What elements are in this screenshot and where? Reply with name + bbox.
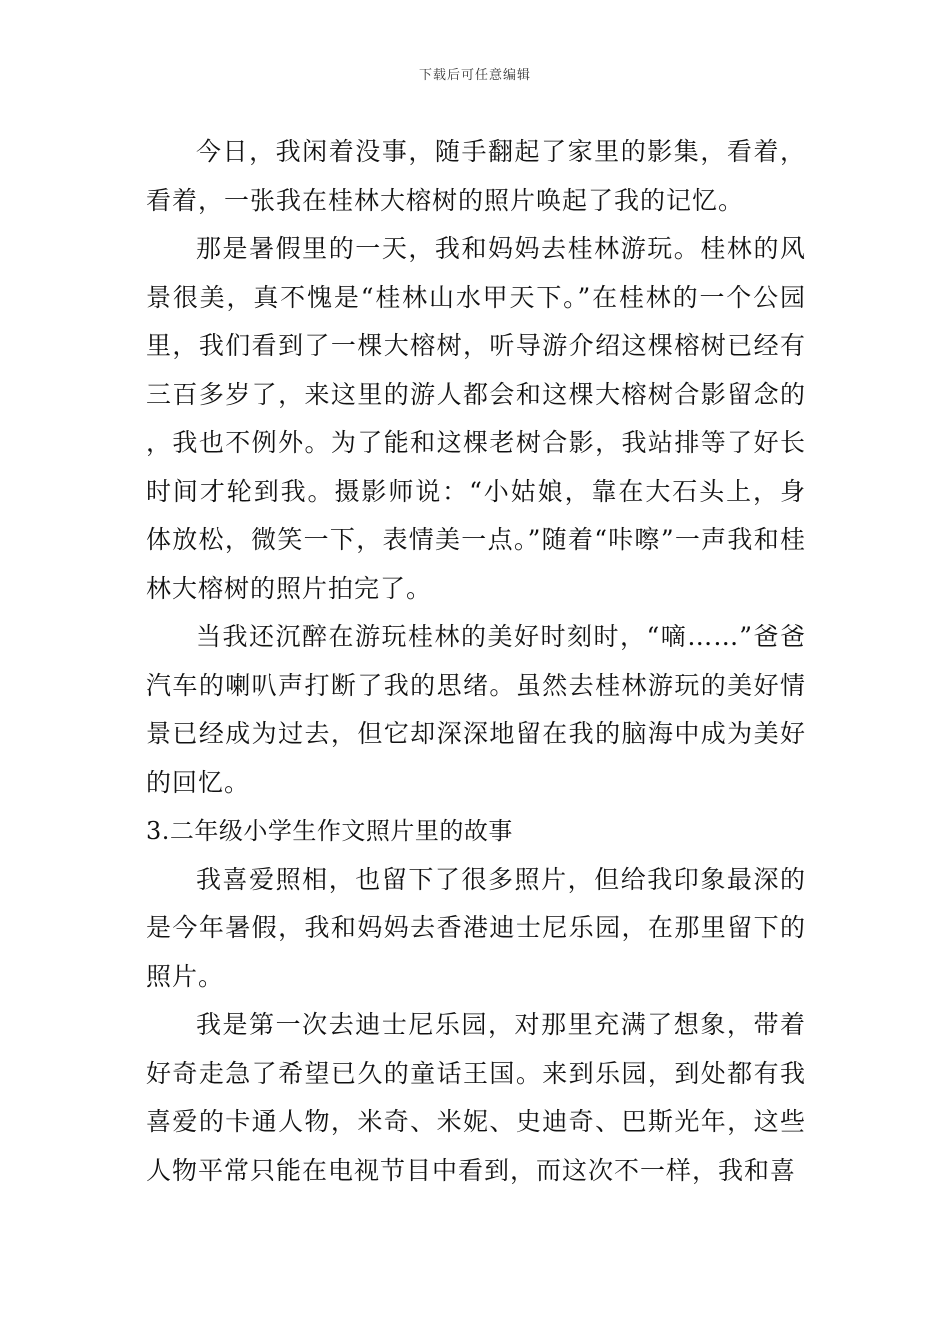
paragraph-4: 我喜爱照相，也留下了很多照片，但给我印象最深的是今年暑假，我和妈妈去香港迪士尼乐园，在那里留下的照片。 (146, 864, 806, 991)
section-heading: 3.二年级小学生作文照片里的故事 (146, 817, 513, 845)
paragraph-5: 我是第一次去迪士尼乐园，对那里充满了想象，带着好奇走急了希望已久的童话王国。来到乐园，到处都有我喜爱的卡通人物，米奇、米妮、史迪奇、巴斯光年，这些人物平常只能在电视节目中看到，而这次不一样，我和喜 (146, 1010, 806, 1185)
page-header: 下载后可任意编辑 (418, 68, 531, 83)
paragraph-2: 那是暑假里的一天，我和妈妈去桂林游玩。桂林的风景很美，真不愧是“桂林山水甲天下。”在桂林的一个公园里，我们看到了一棵大榕树，听导游介绍这棵榕树已经有三百多岁了，来这里的游人都会和这棵大榕树合影留念的，我也不例外。为了能和这棵老树合影，我站排等了好长时间才轮到我。摄影师说：“小姑娘，靠在大石头上，身体放松，微笑一下，表情美一点。”随着“咔嚓”一声我和桂林大榕树的照片拍完了。 (146, 234, 806, 603)
paragraph-3: 当我还沉醉在游玩桂林的美好时刻时，“嘀……”爸爸汽车的喇叭声打断了我的思绪。虽然去桂林游玩的美好情景已经成为过去，但它却深深地留在我的脑海中成为美好的回忆。 (146, 622, 806, 797)
paragraph-1: 今日，我闲着没事，随手翻起了家里的影集，看着，看着，一张我在桂林大榕树的照片唤起了我的记忆。 (146, 137, 806, 215)
document-body (146, 128, 806, 1195)
